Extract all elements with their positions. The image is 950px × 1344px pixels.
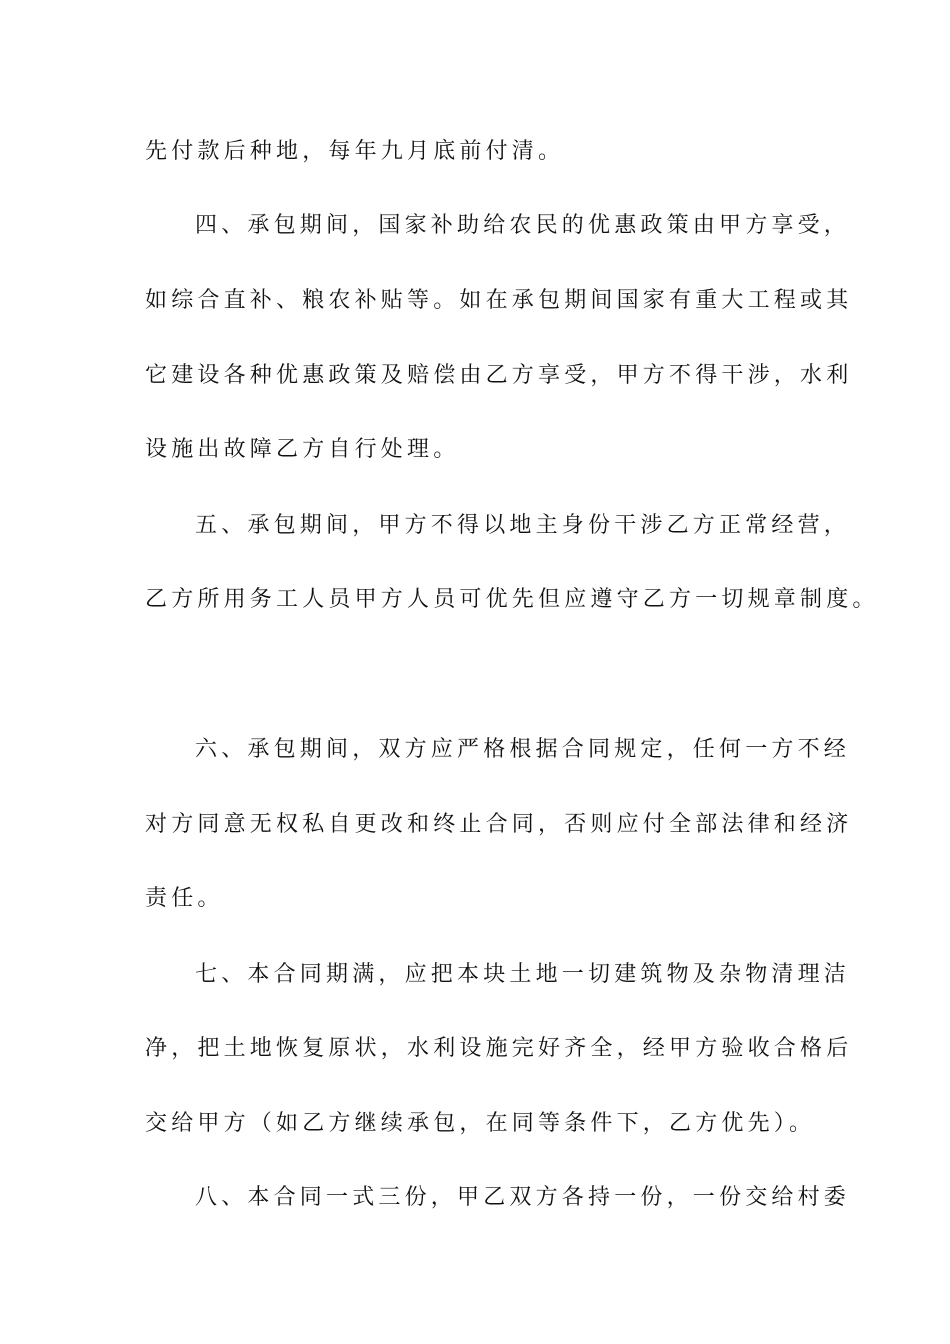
text-line: 交给甲方（如乙方继续承包，在同等条件下，乙方优先）。 xyxy=(145,1111,816,1136)
paragraph-5-line-1: 五、承包期间，甲方不得以地主身份干涉乙方正常经营， xyxy=(195,513,851,538)
paragraph-8-line-1: 八、本合同一式三份，甲乙双方各持一份，一份交给村委 xyxy=(195,1185,851,1210)
text-line: 责任。 xyxy=(145,886,224,911)
paragraph-4-line-1: 四、承包期间，国家补助给农民的优惠政策由甲方享受， xyxy=(195,213,851,238)
text-line: 先付款后种地，每年九月底前付清。 xyxy=(145,139,565,164)
text-line: 乙方所用务工人员甲方人员可优先但应遵守乙方一切规章制度。 xyxy=(145,587,879,612)
text-line: 它建设各种优惠政策及赔偿由乙方享受，甲方不得干涉，水利 xyxy=(145,363,853,388)
text-line: 设施出故障乙方自行处理。 xyxy=(145,437,460,462)
text-line: 对方同意无权私自更改和终止合同，否则应付全部法律和经济 xyxy=(145,812,853,837)
text-line: 如综合直补、粮农补贴等。如在承包期间国家有重大工程或其 xyxy=(145,288,853,313)
paragraph-6-line-1: 六、承包期间，双方应严格根据合同规定，任何一方不经 xyxy=(195,737,851,762)
paragraph-7-line-1: 七、本合同期满，应把本块土地一切建筑物及杂物清理洁 xyxy=(195,962,851,987)
text-line: 净，把土地恢复原状，水利设施完好齐全，经甲方验收合格后 xyxy=(145,1036,853,1061)
